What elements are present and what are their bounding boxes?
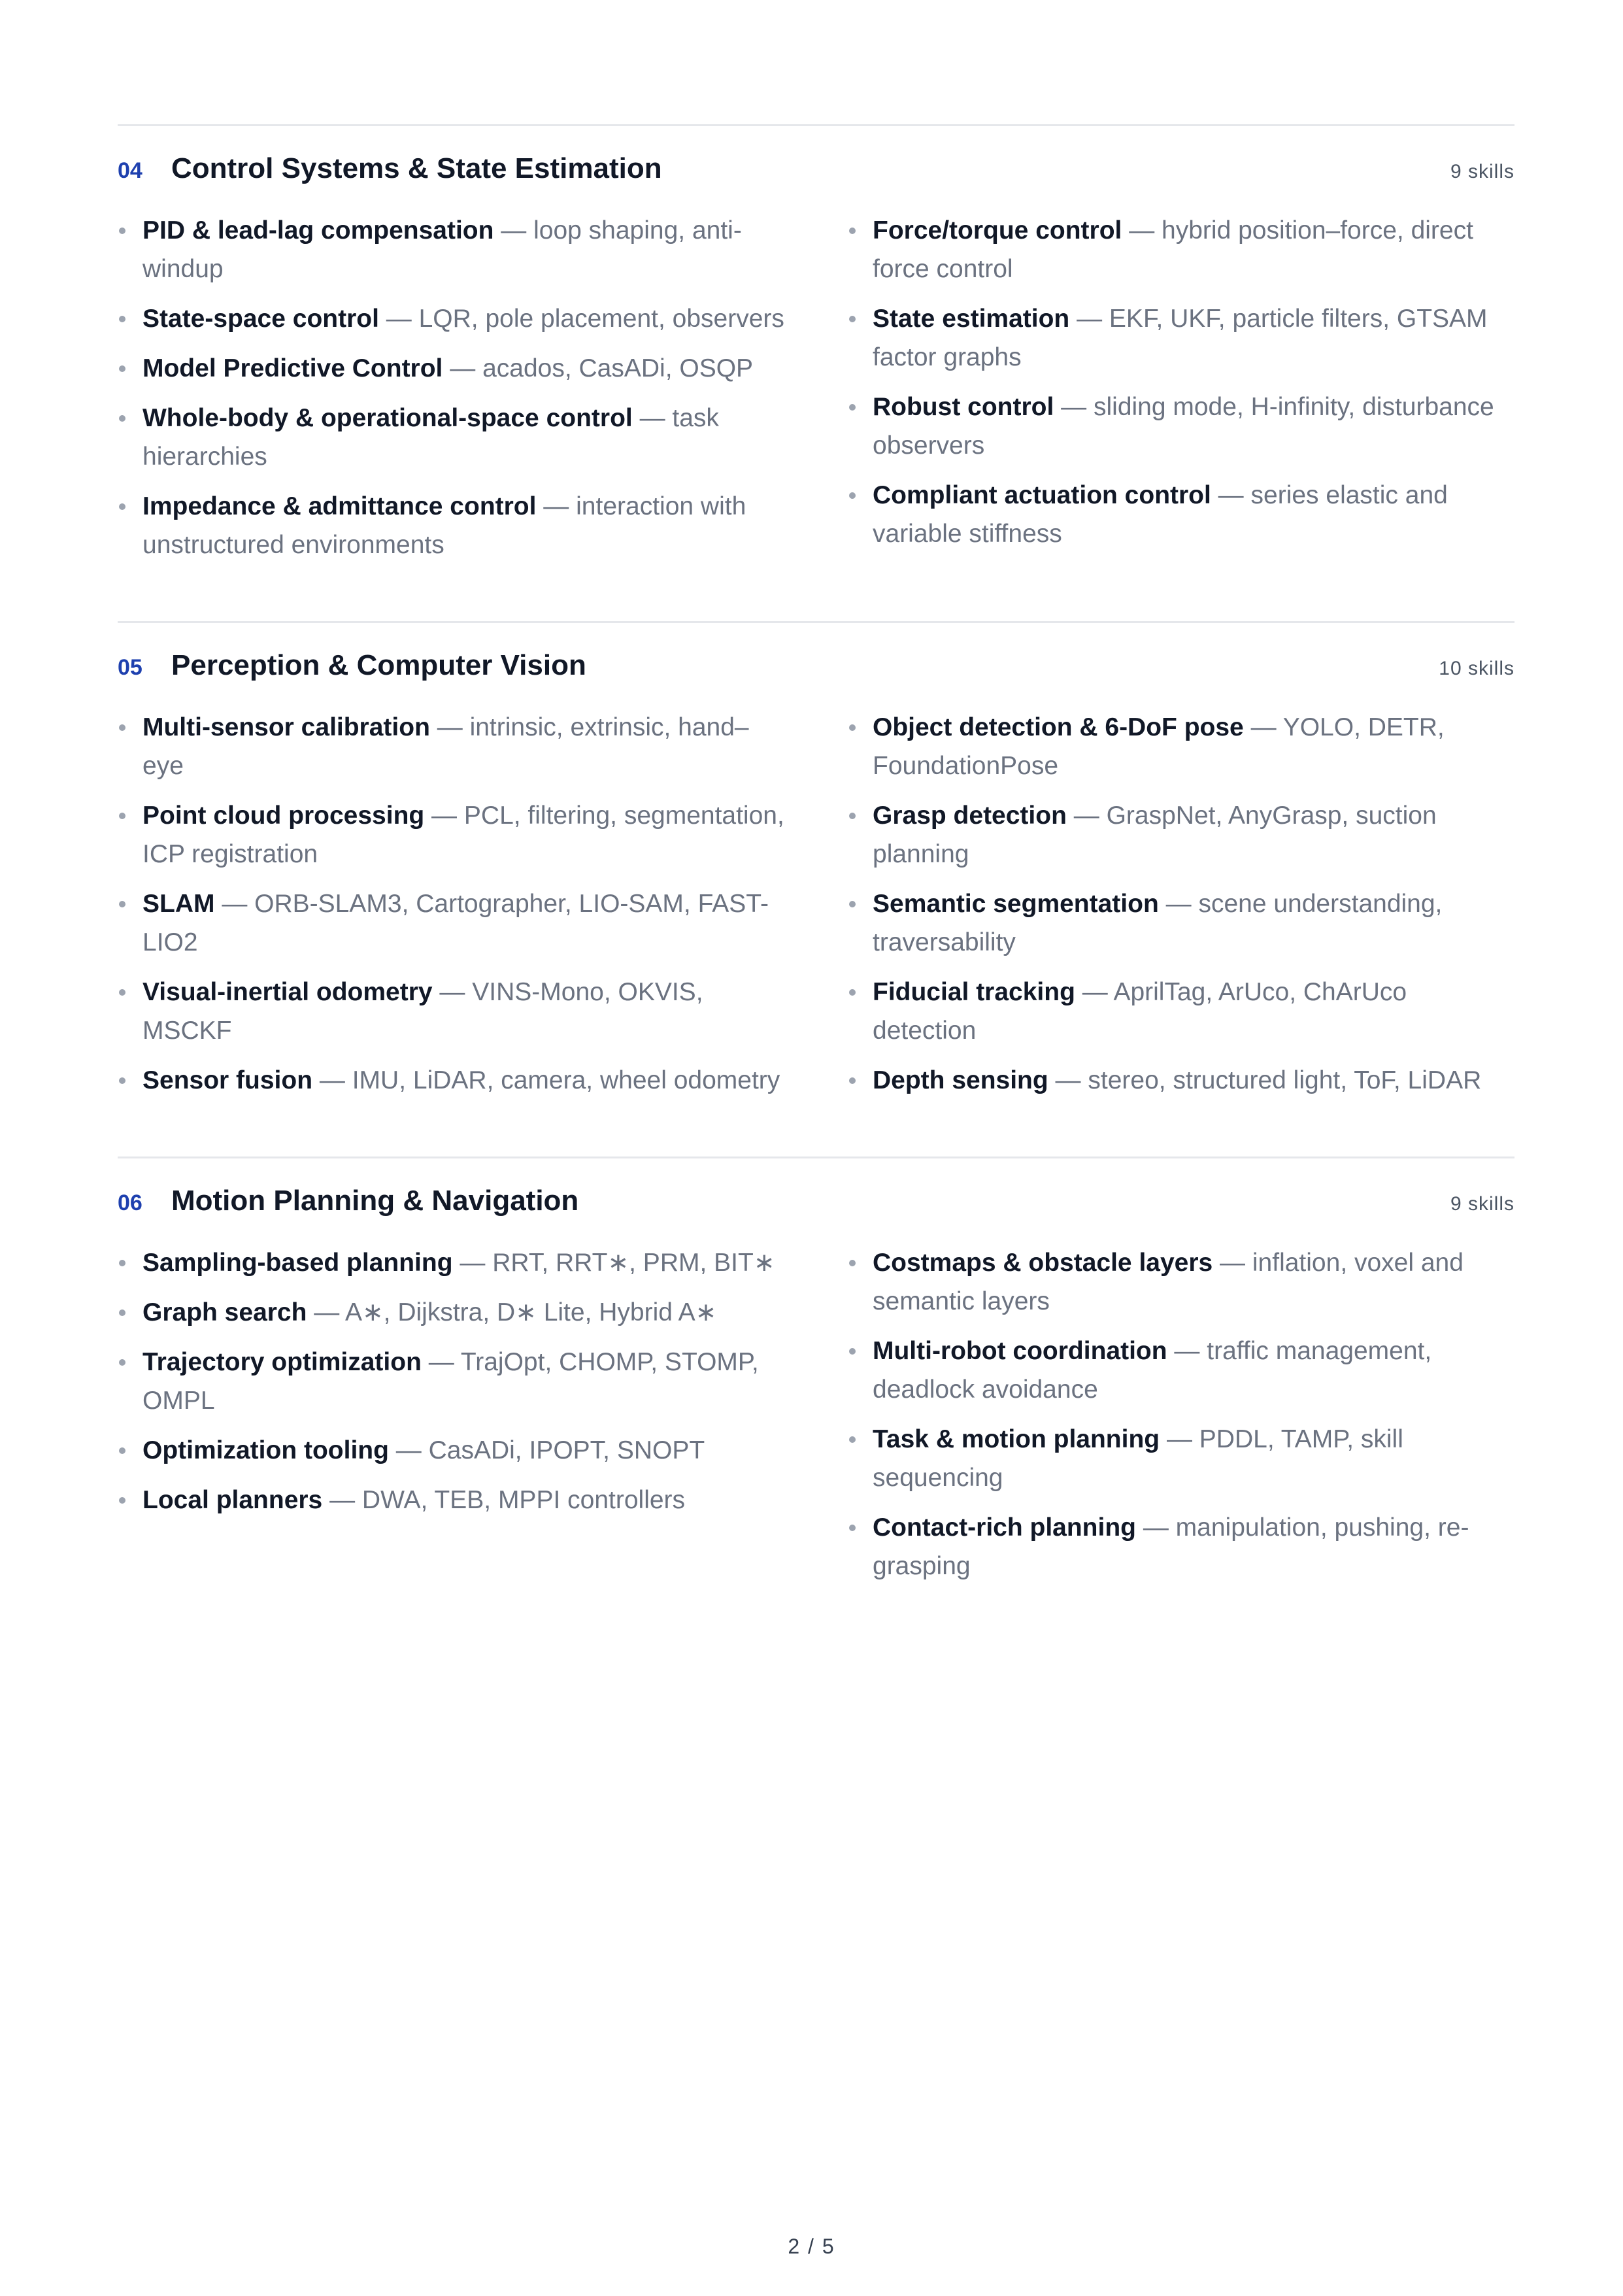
skill-name: Depth sensing: [873, 1066, 1048, 1094]
skill-name: Impedance & admittance control: [142, 492, 537, 520]
skill-item: Robust control — sliding mode, H-infinity, disturbance observers: [848, 388, 1514, 465]
skill-name: SLAM: [142, 890, 215, 918]
skill-name: Multi-sensor calibration: [142, 713, 430, 741]
skill-item: Multi-robot coordination — traffic management, deadlock avoidance: [848, 1332, 1514, 1409]
skill-name: Contact-rich planning: [873, 1513, 1136, 1542]
skill-item: Visual-inertial odometry — VINS-Mono, OKVIS, MSCKF: [118, 973, 784, 1050]
skill-description: A∗, Dijkstra, D∗ Lite, Hybrid A∗: [344, 1298, 717, 1326]
skill-name: Semantic segmentation: [873, 890, 1159, 918]
skill-description: stereo, structured light, ToF, LiDAR: [1088, 1066, 1482, 1094]
skill-name: Sensor fusion: [142, 1066, 313, 1094]
skill-item: Force/torque control — hybrid position–force, direct force control: [848, 211, 1514, 288]
skill-name: Multi-robot coordination: [873, 1337, 1167, 1365]
skill-item: Grasp detection — GraspNet, AnyGrasp, suction planning: [848, 796, 1514, 873]
skill-description: sliding mode, H-infinity, disturbance observers: [873, 393, 1494, 460]
skill-description: GraspNet, AnyGrasp, suction planning: [873, 802, 1437, 868]
skills-column-left: [118, 708, 784, 1111]
section-title: Motion Planning & Navigation: [171, 1185, 579, 1217]
skill-count: 9 skills: [1450, 1193, 1514, 1215]
skill-name: Model Predictive Control: [142, 354, 443, 382]
skill-name: State-space control: [142, 305, 379, 333]
skill-description: PDDL, TAMP, skill sequencing: [873, 1425, 1403, 1492]
skills-column-right: [848, 708, 1514, 1111]
skill-item: Point cloud processing — PCL, filtering, segmentation, ICP registration: [118, 796, 784, 873]
skill-description: task hierarchies: [142, 404, 719, 471]
skill-name: Optimization tooling: [142, 1436, 389, 1464]
skill-item: Compliant actuation control — series elastic and variable stiffness: [848, 476, 1514, 553]
skill-item: PID & lead-lag compensation — loop shaping, anti-windup: [118, 211, 784, 288]
section-number: 04: [118, 158, 142, 183]
skill-item: State estimation — EKF, UKF, particle filters, GTSAM factor graphs: [848, 299, 1514, 377]
skill-description: CasADi, IPOPT, SNOPT: [428, 1436, 705, 1464]
skill-item: Whole-body & operational-space control — task hierarchies: [118, 399, 784, 476]
skill-description: manipulation, pushing, re-grasping: [873, 1513, 1469, 1580]
skill-name: Grasp detection: [873, 802, 1067, 830]
skill-name: Fiducial tracking: [873, 978, 1075, 1006]
skill-description: ORB-SLAM3, Cartographer, LIO-SAM, FAST-LIO2: [142, 890, 769, 956]
skill-item: State-space control — LQR, pole placement, observers: [118, 299, 784, 338]
skill-description: traffic management, deadlock avoidance: [873, 1337, 1432, 1404]
section-perception: [118, 621, 1514, 1111]
skill-description: interaction with unstructured environments: [142, 492, 746, 559]
skill-item: Contact-rich planning — manipulation, pushing, re-grasping: [848, 1508, 1514, 1585]
skill-name: Local planners: [142, 1486, 323, 1514]
skill-description: inflation, voxel and semantic layers: [873, 1249, 1464, 1315]
skill-name: Robust control: [873, 393, 1054, 421]
skill-name: Point cloud processing: [142, 802, 425, 830]
section-title: Control Systems & State Estimation: [171, 152, 662, 184]
skill-description: TrajOpt, CHOMP, STOMP, OMPL: [142, 1348, 759, 1415]
skill-name: Trajectory optimization: [142, 1348, 422, 1376]
skill-item: Sensor fusion — IMU, LiDAR, camera, wheel odometry: [118, 1061, 784, 1100]
section-number: 05: [118, 655, 142, 680]
page-number: 2 / 5: [788, 2235, 835, 2258]
skill-description: EKF, UKF, particle filters, GTSAM factor graphs: [873, 305, 1488, 371]
skill-item: Task & motion planning — PDDL, TAMP, skill sequencing: [848, 1420, 1514, 1497]
skill-description: PCL, filtering, segmentation, ICP registration: [142, 802, 784, 868]
skill-description: loop shaping, anti-windup: [142, 216, 742, 283]
skill-description: LQR, pole placement, observers: [418, 305, 784, 333]
skill-name: Compliant actuation control: [873, 481, 1211, 509]
section-header: [118, 152, 1514, 192]
skill-description: hybrid position–force, direct force control: [873, 216, 1473, 283]
skill-description: series elastic and variable stiffness: [873, 481, 1448, 548]
skill-description: scene understanding, traversability: [873, 890, 1443, 956]
skills-page: [118, 124, 1514, 1642]
skill-description: intrinsic, extrinsic, hand–eye: [142, 713, 749, 780]
skill-name: Sampling-based planning: [142, 1249, 453, 1277]
skill-description: acados, CasADi, OSQP: [482, 354, 754, 382]
skill-item: Fiducial tracking — AprilTag, ArUco, ChArUco detection: [848, 973, 1514, 1050]
skill-item: Model Predictive Control — acados, CasADi, OSQP: [118, 349, 784, 388]
skill-name: State estimation: [873, 305, 1070, 333]
skill-item: Optimization tooling — CasADi, IPOPT, SNOPT: [118, 1431, 784, 1470]
section-control-systems: [118, 124, 1514, 575]
skill-name: Force/torque control: [873, 216, 1122, 245]
skill-name: PID & lead-lag compensation: [142, 216, 494, 245]
skill-item: Object detection & 6-DoF pose — YOLO, DETR, FoundationPose: [848, 708, 1514, 785]
section-number: 06: [118, 1190, 142, 1215]
section-motion-planning: [118, 1156, 1514, 1596]
skill-item: Sampling-based planning — RRT, RRT∗, PRM, BIT∗: [118, 1243, 784, 1282]
skill-count: 10 skills: [1439, 658, 1514, 679]
skill-item: Trajectory optimization — TrajOpt, CHOMP, STOMP, OMPL: [118, 1343, 784, 1420]
section-header: [118, 649, 1514, 688]
skill-item: Graph search — A∗, Dijkstra, D∗ Lite, Hybrid A∗: [118, 1293, 784, 1332]
section-title: Perception & Computer Vision: [171, 649, 586, 681]
skill-item: SLAM — ORB-SLAM3, Cartographer, LIO-SAM, FAST-LIO2: [118, 885, 784, 962]
skill-description: RRT, RRT∗, PRM, BIT∗: [492, 1249, 775, 1277]
skill-count: 9 skills: [1450, 161, 1514, 182]
skill-name: Costmaps & obstacle layers: [873, 1249, 1213, 1277]
skill-item: Local planners — DWA, TEB, MPPI controllers: [118, 1481, 784, 1519]
skill-name: Whole-body & operational-space control: [142, 404, 633, 432]
skill-item: Semantic segmentation — scene understanding, traversability: [848, 885, 1514, 962]
skill-item: Depth sensing — stereo, structured light, ToF, LiDAR: [848, 1061, 1514, 1100]
skill-name: Visual-inertial odometry: [142, 978, 433, 1006]
skill-item: Costmaps & obstacle layers — inflation, voxel and semantic layers: [848, 1243, 1514, 1321]
skills-column-right: [848, 1243, 1514, 1596]
skill-description: VINS-Mono, OKVIS, MSCKF: [142, 978, 703, 1045]
skill-item: Multi-sensor calibration — intrinsic, extrinsic, hand–eye: [118, 708, 784, 785]
skill-item: Impedance & admittance control — interaction with unstructured environments: [118, 487, 784, 564]
section-header: [118, 1185, 1514, 1224]
skill-name: Object detection & 6-DoF pose: [873, 713, 1244, 741]
skill-name: Graph search: [142, 1298, 307, 1326]
skills-column-right: [848, 211, 1514, 575]
skill-name: Task & motion planning: [873, 1425, 1160, 1453]
skill-description: AprilTag, ArUco, ChArUco detection: [873, 978, 1407, 1045]
skills-column-left: [118, 211, 784, 575]
skill-description: YOLO, DETR, FoundationPose: [873, 713, 1445, 780]
skill-description: IMU, LiDAR, camera, wheel odometry: [352, 1066, 780, 1094]
skill-description: DWA, TEB, MPPI controllers: [361, 1486, 686, 1514]
skills-column-left: [118, 1243, 784, 1596]
